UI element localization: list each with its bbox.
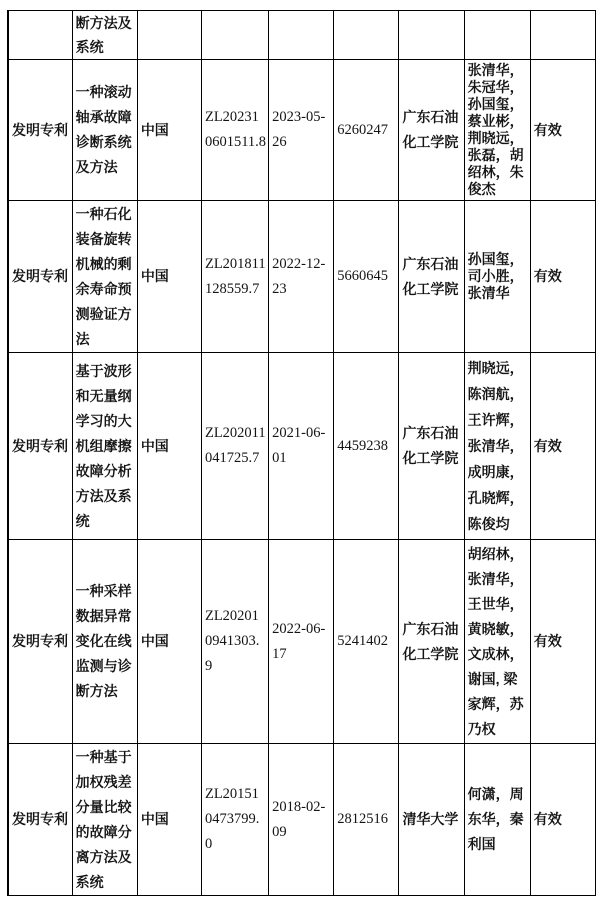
cell-assignee: 广东石油化工学院 [399, 60, 464, 201]
cell-patent-number: ZL202011041725.7 [201, 353, 268, 540]
cell-patent-number: ZL201510473799.0 [201, 744, 268, 896]
cell-country [137, 11, 201, 60]
cell-grant-date: 2022-06-17 [269, 540, 334, 744]
cell-cert-number: 5241402 [334, 540, 399, 744]
table-row [8, 11, 596, 60]
cell-cert-number [334, 11, 399, 60]
cell-grant-date: 2023-05-26 [269, 60, 334, 201]
cell-status: 有效 [530, 201, 595, 353]
cell-patent-number [201, 11, 268, 60]
table-row [8, 540, 596, 744]
cell-status: 有效 [530, 60, 595, 201]
cell-patent-type: 发明专利 [8, 60, 72, 201]
cell-patent-type: 发明专利 [8, 201, 72, 353]
cell-patent-number: ZL201811128559.7 [201, 201, 268, 353]
cell-status: 有效 [530, 540, 595, 744]
cell-cert-number: 5660645 [334, 201, 399, 353]
cell-inventors: 胡绍林，张清华，王世华，黄晓敏，文成林，谢国, 梁家辉，苏乃权 [464, 540, 530, 744]
cell-cert-number: 2812516 [334, 744, 399, 896]
cell-country: 中国 [137, 540, 201, 744]
cell-patent-title: 一种采样数据异常变化在线监测与诊断方法 [72, 540, 137, 744]
cell-patent-number: ZL202310601511.8 [201, 60, 268, 201]
cell-patent-type: 发明专利 [8, 540, 72, 744]
cell-country: 中国 [137, 744, 201, 896]
cell-assignee: 广东石油化工学院 [399, 353, 464, 540]
cell-patent-title: 基于波形和无量纲学习的大机组摩擦故障分析方法及系统 [72, 353, 137, 540]
cell-inventors: 何潇，周东华，秦利国 [464, 744, 530, 896]
table-row [8, 201, 596, 353]
cell-patent-type: 发明专利 [8, 744, 72, 896]
cell-inventors: 荆晓远，陈润航，王许辉，张清华，成明康，孔晓辉，陈俊均 [464, 353, 530, 540]
cell-status: 有效 [530, 744, 595, 896]
cell-patent-title: 一种基于加权残差分量比较的故障分离方法及系统 [72, 744, 137, 896]
cell-assignee: 广东石油化工学院 [399, 540, 464, 744]
cell-country: 中国 [137, 353, 201, 540]
cell-cert-number: 6260247 [334, 60, 399, 201]
patent-table [7, 10, 596, 896]
cell-country: 中国 [137, 201, 201, 353]
cell-country: 中国 [137, 60, 201, 201]
cell-patent-type [8, 11, 72, 60]
cell-inventors: 孙国玺，司小胜，张清华 [464, 201, 530, 353]
cell-inventors: 张清华，朱冠华，孙国玺，蔡业彬，荆晓远，张磊，胡绍林，朱俊杰 [464, 60, 530, 201]
table-row [8, 353, 596, 540]
cell-assignee: 广东石油化工学院 [399, 201, 464, 353]
cell-patent-title: 一种石化装备旋转机械的剩余寿命预测验证方法 [72, 201, 137, 353]
cell-assignee: 清华大学 [399, 744, 464, 896]
cell-patent-number: ZL202010941303.9 [201, 540, 268, 744]
cell-patent-type: 发明专利 [8, 353, 72, 540]
cell-patent-title: 一种滚动轴承故障诊断系统及方法 [72, 60, 137, 201]
cell-grant-date [269, 11, 334, 60]
cell-cert-number: 4459238 [334, 353, 399, 540]
cell-status: 有效 [530, 353, 595, 540]
cell-grant-date: 2022-12-23 [269, 201, 334, 353]
cell-patent-title: 断方法及系统 [72, 11, 137, 60]
document-page [0, 10, 604, 908]
cell-grant-date: 2021-06-01 [269, 353, 334, 540]
cell-grant-date: 2018-02-09 [269, 744, 334, 896]
cell-status [530, 11, 595, 60]
cell-assignee [399, 11, 464, 60]
cell-inventors [464, 11, 530, 60]
table-row [8, 60, 596, 201]
table-row [8, 744, 596, 896]
